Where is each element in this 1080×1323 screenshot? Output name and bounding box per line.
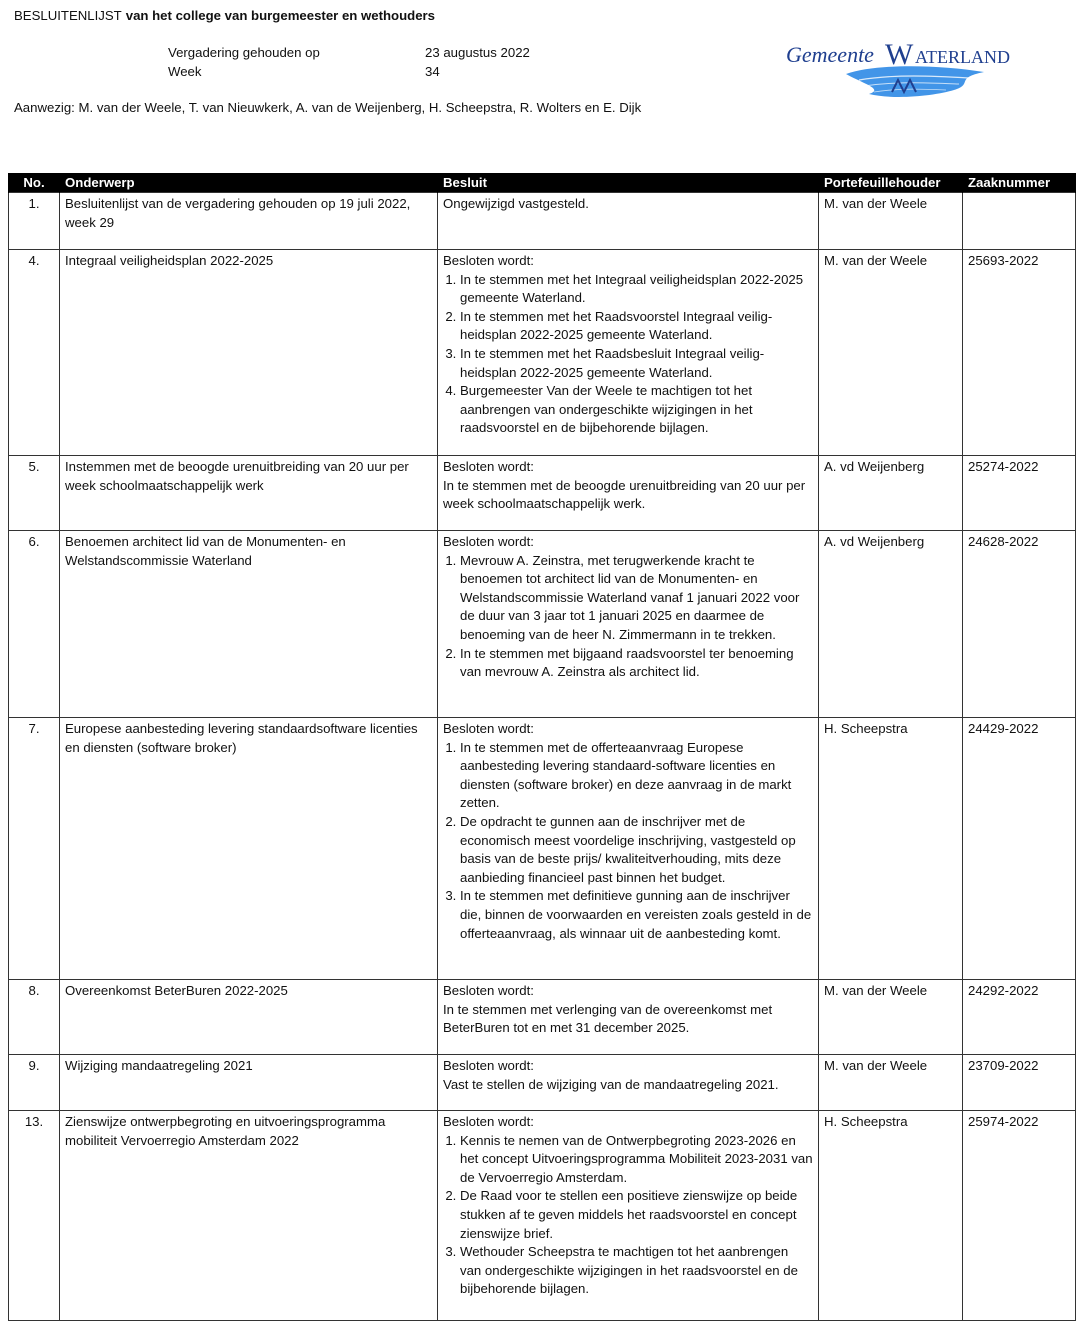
besluit-item: 1. Kennis te nemen van de Ontwerpbegroting 2023-2026 en het concept Uitvoeringsprogramma Mobiliteit 2023-2031 van de Vervoerregio Amsterdam.: [460, 1132, 813, 1188]
table-row: [9, 250, 1076, 456]
table-row: [9, 531, 1076, 718]
row-number: 4.: [9, 250, 60, 456]
header-portefeuillehouder: Portefeuillehouder: [819, 173, 963, 193]
row-portefeuillehouder: M. van der Weele: [819, 1055, 963, 1111]
row-portefeuillehouder: M. van der Weele: [819, 250, 963, 456]
besluit-intro: Besloten wordt:: [443, 983, 534, 998]
row-number: 8.: [9, 980, 60, 1055]
doc-type: BESLUITENLIJST: [14, 8, 122, 23]
row-number: 9.: [9, 1055, 60, 1111]
row-portefeuillehouder: M. van der Weele: [819, 980, 963, 1055]
row-zaaknummer: 25274-2022: [963, 456, 1076, 531]
besluit-text: In te stemmen met verlenging van de overeenkomst met BeterBuren tot en met 31 december 2025.: [443, 1001, 773, 1036]
besluit-item: 1. Mevrouw A. Zeinstra, met terugwerkende kracht te benoemen tot architect lid van de Monumenten- en Welstandscommissie Waterland vanaf 1 januari 2022 voor de duur van 3 jaar tot 1 januari 2025 en daarmee de benoeming van de heer N. Zimmermann in te trekken.: [460, 552, 813, 645]
row-zaaknummer: 24628-2022: [963, 531, 1076, 718]
besluit-item: 2. De opdracht te gunnen aan de inschrijver met de economisch meest voordelige inschrijving, vastgesteld op basis van de beste prijs/ kwaliteitverhouding, mits deze aanbieding financieel past binnen het budget.: [460, 813, 813, 887]
row-besluit: [438, 531, 819, 718]
row-number: 1.: [9, 193, 60, 250]
row-onderwerp: Overeenkomst BeterBuren 2022-2025: [60, 980, 438, 1055]
row-onderwerp: Europese aanbesteding levering standaardsoftware licenties en diensten (software broker): [60, 718, 438, 980]
meeting-info: [168, 44, 530, 82]
table-row: [9, 456, 1076, 531]
besluit-list: [443, 552, 813, 682]
besluit-item: 2. De Raad voor te stellen een positieve zienswijze op beide stukken af te geven middels het raadsvoorstel en concept zienswijze brief.: [460, 1187, 813, 1243]
table-row: [9, 980, 1076, 1055]
row-besluit: [438, 1055, 819, 1111]
logo-wave: [846, 66, 984, 97]
besluit-intro: Besloten wordt:: [443, 721, 534, 736]
row-besluit: [438, 980, 819, 1055]
besluit-item: 4. Burgemeester Van der Weele te machtigen tot het aanbrengen van ondergeschikte wijzigingen in het raadsvoorstel en de bijbehorende bijlagen.: [460, 382, 813, 438]
row-besluit: [438, 250, 819, 456]
row-zaaknummer: 24429-2022: [963, 718, 1076, 980]
besluit-intro: Besloten wordt:: [443, 534, 534, 549]
row-zaaknummer: 25693-2022: [963, 250, 1076, 456]
row-onderwerp: Wijziging mandaatregeling 2021: [60, 1055, 438, 1111]
row-onderwerp: Besluitenlijst van de vergadering gehouden op 19 juli 2022, week 29: [60, 193, 438, 250]
table-row: [9, 1111, 1076, 1321]
besluit-item: 3. In te stemmen met definitieve gunning aan de inschrijver die, binnen de voorwaarden en vereisten zoals gesteld in de offerteaanvraag, als winnaar uit de aanbesteding komt.: [460, 887, 813, 943]
doc-title: van het college van burgemeester en wethouders: [125, 8, 436, 23]
besluit-item: 3. Wethouder Scheepstra te machtigen tot het aanbrengen van ondergeschikte wijzigingen in het raadsvoorstel en de bijbehorende bijlagen.: [460, 1243, 813, 1299]
header-besluit: Besluit: [438, 173, 819, 193]
row-portefeuillehouder: A. vd Weijenberg: [819, 456, 963, 531]
logo-text-prefix: Gemeente: [786, 42, 874, 67]
gemeente-waterland-logo: [784, 34, 1034, 106]
week-label: Week: [168, 64, 202, 79]
row-zaaknummer: 23709-2022: [963, 1055, 1076, 1111]
row-onderwerp: Benoemen architect lid van de Monumenten- en Welstandscommissie Waterland: [60, 531, 438, 718]
row-onderwerp: Instemmen met de beoogde urenuitbreiding van 20 uur per week schoolmaatschappelijk werk: [60, 456, 438, 531]
row-number: 13.: [9, 1111, 60, 1321]
row-zaaknummer: 24292-2022: [963, 980, 1076, 1055]
besluit-list: [443, 739, 813, 944]
meeting-date-label: Vergadering gehouden op: [168, 45, 320, 60]
row-portefeuillehouder: H. Scheepstra: [819, 718, 963, 980]
row-number: 5.: [9, 456, 60, 531]
besluit-item: 2. In te stemmen met bijgaand raadsvoorstel ter benoeming van mevrouw A. Zeinstra als architect lid.: [460, 645, 813, 682]
besluit-intro: Besloten wordt:: [443, 459, 534, 474]
besluit-list: [443, 1132, 813, 1299]
table-row: [9, 1055, 1076, 1111]
header-onderwerp: Onderwerp: [60, 173, 438, 193]
header-no: No.: [9, 173, 60, 193]
week-value: 34: [425, 64, 440, 79]
besluit-intro: Besloten wordt:: [443, 1114, 534, 1129]
besluit-item: 1. In te stemmen met het Integraal veiligheidsplan 2022-2025 gemeente Waterland.: [460, 271, 813, 308]
row-zaaknummer: 25974-2022: [963, 1111, 1076, 1321]
table-row: [9, 193, 1076, 250]
table-row: [9, 718, 1076, 980]
document-title: [14, 7, 435, 26]
besluit-intro: Ongewijzigd vastgesteld.: [443, 196, 589, 211]
besluit-intro: Besloten wordt:: [443, 1058, 534, 1073]
row-besluit: [438, 193, 819, 250]
besluit-text: Vast te stellen de wijziging van de mandaatregeling 2021.: [443, 1076, 779, 1092]
besluit-item: 1. In te stemmen met de offerteaanvraag Europese aanbesteding levering standaard-software licenties en diensten (software broker) en deze aanvraag in de markt zetten.: [460, 739, 813, 813]
besluit-intro: Besloten wordt:: [443, 253, 534, 268]
decision-table: [8, 173, 1076, 1321]
row-zaaknummer: [963, 193, 1076, 250]
row-onderwerp: Integraal veiligheidsplan 2022-2025: [60, 250, 438, 456]
row-besluit: [438, 456, 819, 531]
row-besluit: [438, 718, 819, 980]
table-body: [9, 193, 1076, 1321]
header-zaaknummer: Zaaknummer: [963, 173, 1076, 193]
attendance-line: Aanwezig: M. van der Weele, T. van Nieuwkerk, A. van de Weijenberg, H. Scheepstra, R. Wolters en E. Dijk: [14, 100, 642, 115]
row-onderwerp: Zienswijze ontwerpbegroting en uitvoeringsprogramma mobiliteit Vervoerregio Amsterdam 2022: [60, 1111, 438, 1321]
meeting-date-value: 23 augustus 2022: [425, 45, 530, 60]
row-number: 7.: [9, 718, 60, 980]
row-number: 6.: [9, 531, 60, 718]
row-portefeuillehouder: M. van der Weele: [819, 193, 963, 250]
besluit-list: [443, 271, 813, 438]
besluit-item: 2. In te stemmen met het Raadsvoorstel Integraal veilig-heidsplan 2022-2025 gemeente Waterland.: [460, 308, 813, 345]
row-portefeuillehouder: A. vd Weijenberg: [819, 531, 963, 718]
logo-text-initial: W: [885, 38, 914, 71]
row-portefeuillehouder: H. Scheepstra: [819, 1111, 963, 1321]
besluit-item: 3. In te stemmen met het Raadsbesluit Integraal veilig-heidsplan 2022-2025 gemeente Waterland.: [460, 345, 813, 382]
table-header-row: [9, 173, 1076, 193]
besluit-text: In te stemmen met de beoogde urenuitbreiding van 20 uur per week schoolmaatschappelijk werk.: [443, 477, 806, 512]
row-besluit: [438, 1111, 819, 1321]
logo-text-rest: ATERLAND: [915, 47, 1010, 67]
